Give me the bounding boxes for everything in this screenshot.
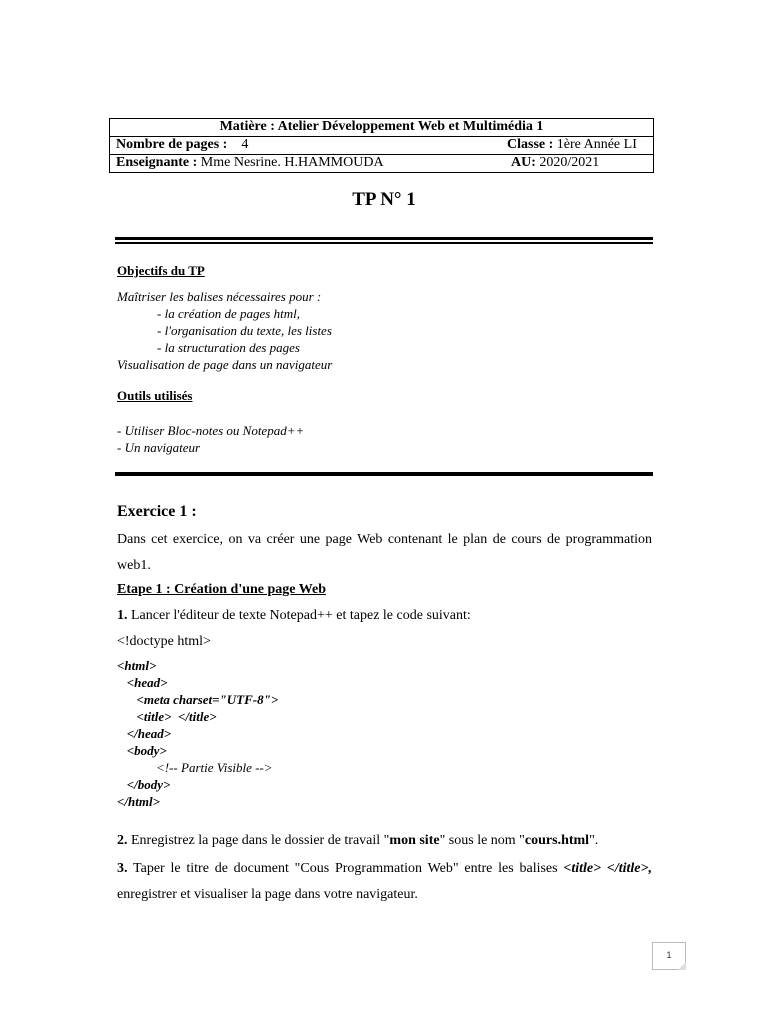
code-line: </body> [117, 777, 171, 792]
step2-number: 2. [117, 833, 128, 848]
code-line: </head> [117, 726, 172, 741]
pages-class-row [110, 137, 653, 155]
step3-tags: <title> </title>, [563, 861, 652, 876]
step2-file-name: cours.html [524, 833, 590, 848]
year-cell [511, 155, 599, 171]
code-line: <head> [117, 675, 168, 690]
divider-middle [115, 472, 653, 476]
exercise-title: Exercice 1 : [117, 503, 197, 520]
step1-line [117, 608, 471, 624]
code-block [117, 657, 278, 810]
step-title: Etape 1 : Création d'une page Web [117, 582, 326, 597]
teacher-label: Enseignante : [116, 155, 198, 170]
year-value: 2020/2021 [539, 155, 600, 170]
divider-top-secondary [115, 242, 653, 244]
year-label: AU: [511, 155, 536, 170]
step3-text-c: enregistrer et visualiser la page dans votre navigateur. [117, 887, 418, 902]
step2-line [117, 833, 598, 849]
objectives-intro: Maîtriser les balises nécessaires pour : [117, 289, 322, 304]
teacher-value: Mme Nesrine. H.HAMMOUDA [200, 155, 384, 170]
objective-item: - la création de pages html, [157, 306, 300, 321]
page-title: TP N° 1 [352, 189, 416, 210]
pages-value: 4 [241, 137, 249, 152]
tools-heading: Outils utilisés [117, 388, 193, 403]
page-number: 1 [666, 950, 672, 960]
step1-number: 1. [117, 608, 128, 623]
code-line: <title> </title> [117, 709, 217, 724]
step3-text-a: Taper le titre de document "Cous Programmation Web" entre les balises [133, 861, 564, 876]
page-number-box [652, 942, 686, 970]
code-line: </html> [117, 794, 160, 809]
class-label: Classe : [507, 137, 554, 152]
objectives-heading: Objectifs du TP [117, 263, 205, 278]
objective-item: - la structuration des pages [157, 340, 300, 355]
pages-cell [116, 137, 248, 153]
class-cell [507, 137, 637, 153]
step2-folder-name: mon site [389, 833, 440, 848]
step3-paragraph [117, 856, 652, 908]
divider-top [115, 237, 653, 240]
teacher-cell [116, 155, 384, 171]
page-curl-icon [678, 962, 686, 970]
objective-item: - l'organisation du texte, les listes [157, 323, 332, 338]
step2-text-a: Enregistrez la page dans le dossier de travail " [131, 833, 390, 848]
tool-item: - Un navigateur [117, 440, 201, 455]
code-line: <html> [117, 658, 157, 673]
step1-text: Lancer l'éditeur de texte Notepad++ et tapez le code suivant: [131, 608, 471, 623]
doctype-line: <!doctype html> [117, 634, 211, 649]
step2-text-e: ". [589, 833, 599, 848]
pages-label: Nombre de pages : [116, 137, 228, 152]
subject-text: Matière : Atelier Développement Web et Multimédia 1 [219, 119, 544, 134]
step2-text-c: " sous le nom " [439, 833, 525, 848]
objectives-block [117, 288, 332, 373]
objectives-outro: Visualisation de page dans un navigateur [117, 357, 333, 372]
step3-number: 3. [117, 861, 128, 876]
code-comment-line: <!-- Partie Visible --> [117, 760, 273, 775]
course-header-table [109, 118, 654, 173]
teacher-year-row [110, 155, 653, 172]
exercise-intro: Dans cet exercice, on va créer une page Web contenant le plan de cours de programmation web1. [117, 532, 652, 573]
class-value: 1ère Année LI [556, 137, 637, 152]
tool-item: - Utiliser Bloc-notes ou Notepad++ [117, 423, 305, 438]
code-line: <meta charset="UTF-8"> [117, 692, 279, 707]
tools-block [117, 422, 304, 456]
code-line: <body> [117, 743, 167, 758]
subject-row [110, 119, 653, 137]
